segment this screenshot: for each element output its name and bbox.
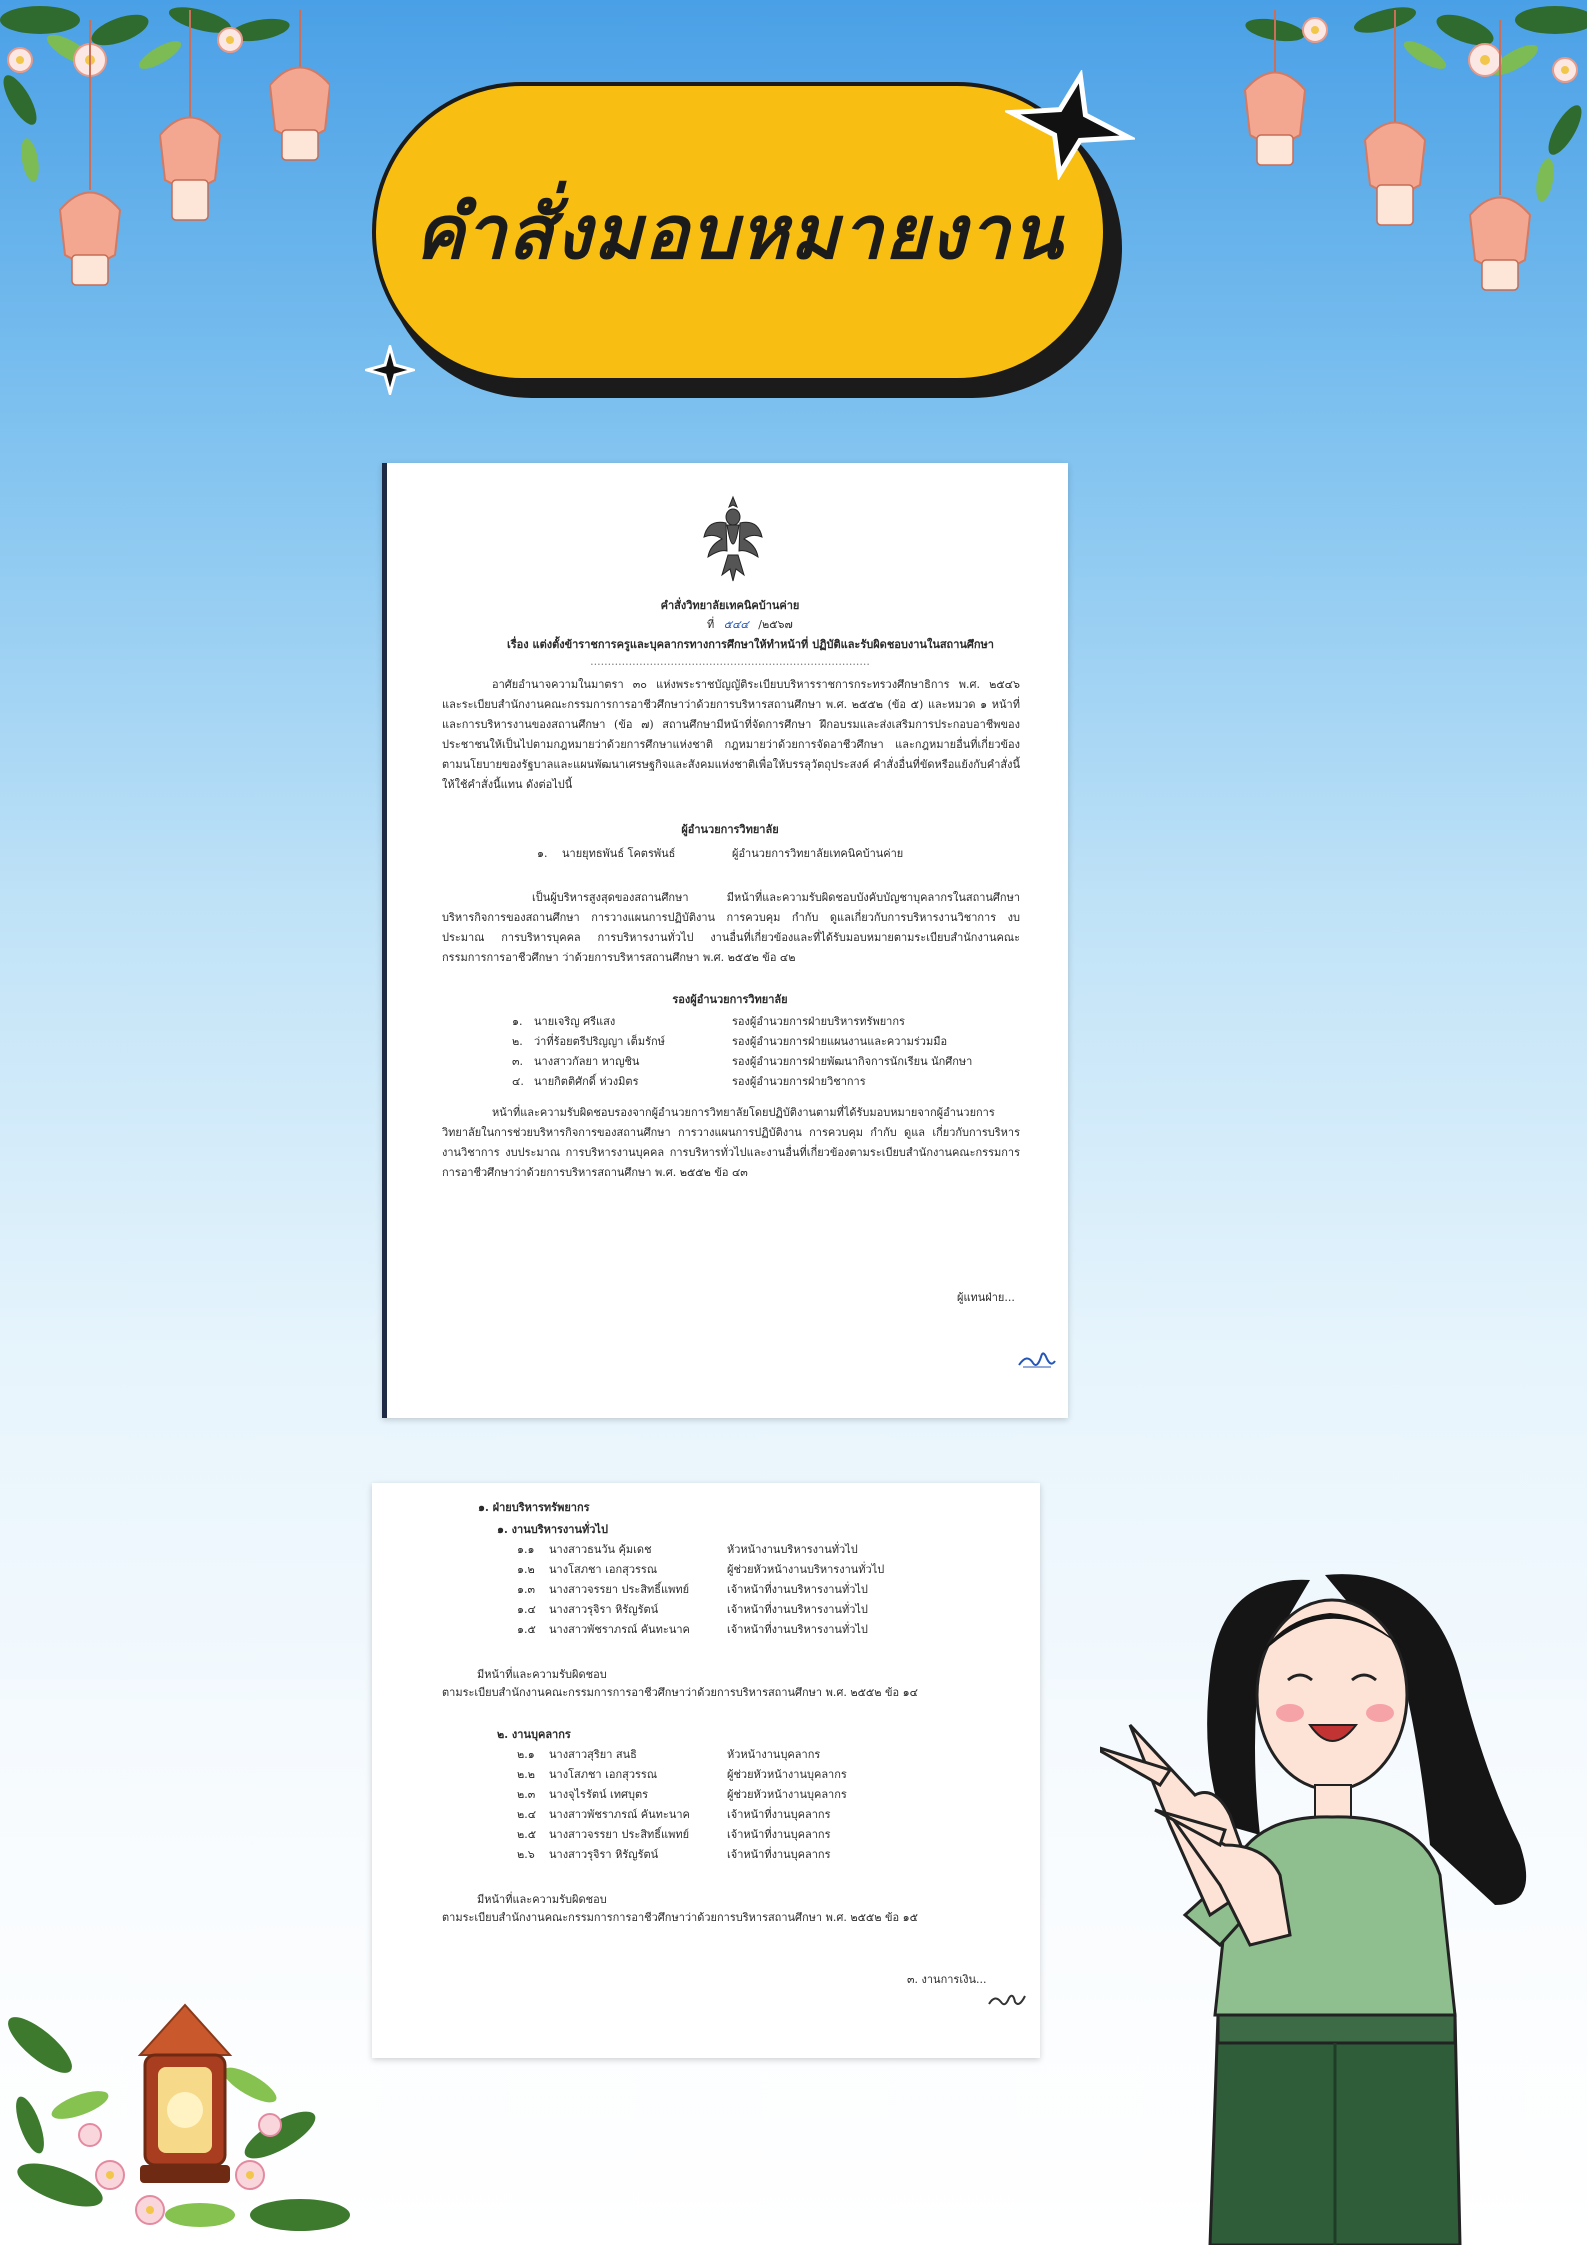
deputy-name: นายกิตติศักดิ์ ห่วงมิตร [534, 1075, 639, 1088]
deputy-name: นายเจริญ ศรีแสง [534, 1015, 616, 1028]
group-heading: ๒. งานบุคลากร [497, 1728, 571, 1741]
staff-row [517, 1808, 977, 1822]
deputy-row [512, 1055, 1032, 1069]
duty-label: มีหน้าที่และความรับผิดชอบ [477, 1893, 607, 1906]
staff-name: นางโสภชา เอกสุวรรณ [549, 1563, 658, 1576]
staff-num: ๑.๑ [517, 1543, 535, 1556]
staff-num: ๑.๓ [517, 1583, 535, 1596]
director-row: ๑. นายยุทธพันธ์ โคตรพันธ์ ผู้อำนวยการวิทยาลัยเทคนิคบ้านค่าย [537, 847, 904, 860]
doc-number: ที่ ๕๔๔ /๒๕๖๗ [707, 618, 793, 631]
deputy-duties-paragraph: หน้าที่และความรับผิดชอบรองจากผู้อำนวยการวิทยาลัยโดยปฏิบัติงานตามที่ได้รับมอบหมายจากผู้อำนวยการวิทยาลัยในการช่วยบริหารกิจการของสถานศึกษา การวางแผนการปฏิบัติงาน การควบคุม กำกับ ดูแล เกี่ยวกับการบริหารงานวิชาการ งบประมาณ การบริหารงานบุคคล การบริหารทั่วไปและงานอื่นที่เกี่ยวข้องตามระเบียบสำนักงานคณะกรรมการการอาชีวศึกษาว่าด้วยการบริหารสถานศึกษา พ.ศ. ๒๕๕๒ ข้อ ๔๓ [442, 1106, 1020, 1179]
deputy-num: ๒. [512, 1035, 523, 1048]
page-title: คำสั่งมอบหมายงาน [414, 190, 1065, 276]
staff-role: ผู้ช่วยหัวหน้างานบุคลากร [727, 1788, 847, 1801]
deputy-role: รองผู้อำนวยการฝ่ายบริหารทรัพยากร [732, 1015, 905, 1028]
staff-row [517, 1563, 977, 1577]
title-badge [372, 82, 1107, 382]
doc1-continuation: ผู้แทนฝ่าย... [957, 1291, 1015, 1304]
staff-name: นางสาวจรรยา ประสิทธิ์แพทย์ [549, 1828, 690, 1841]
director-heading: ผู้อำนวยการวิทยาลัย [681, 823, 779, 836]
staff-role: เจ้าหน้าที่งานบุคลากร [727, 1848, 831, 1861]
staff-num: ๒.๑ [517, 1748, 535, 1761]
staff-num: ๑.๒ [517, 1563, 535, 1576]
deputy-row [512, 1075, 1032, 1089]
staff-role: หัวหน้างานบริหารงานทั่วไป [727, 1543, 858, 1556]
staff-num: ๒.๖ [517, 1848, 535, 1861]
staff-role: เจ้าหน้าที่งานบุคลากร [727, 1828, 831, 1841]
staff-row [517, 1828, 977, 1842]
staff-name: นางสาวธนวัน คุ้มเดช [549, 1543, 652, 1556]
doc-intro-paragraph: อาศัยอำนาจความในมาตรา ๓๐ แห่งพระราชบัญญัติระเบียบบริหารราชการกระทรวงศึกษาธิการ พ.ศ. ๒๕๔๖ และระเบียบสำนักงานคณะกรรมการการอาชีวศึกษาว่าด้วยการบริหารสถานศึกษา พ.ศ. ๒๕๕๒ (ข้อ ๕) และหมวด ๑ หน้าที่และการบริหารงานของสถานศึกษา (ข้อ ๗) สถานศึกษามีหน้าที่จัดการศึกษา ฝึกอบรมและส่งเสริมการประกอบอาชีพของประชาชนให้เป็นไปตามกฎหมายว่าด้วยการศึกษาแห่งชาติ กฎหมายว่าด้วยการจัดอาชีวศึกษา และกฎหมายอื่นที่เกี่ยวข้อง ตามนโยบายของรัฐบาลและแผนพัฒนาเศรษฐกิจและสังคมแห่งชาติเพื่อให้บรรลุวัตถุประสงค์ คำสั่งอื่นที่ขัดหรือแย้งกับคำสั่งนี้ให้ใช้คำสั่งนี้แทน ดังต่อไปนี้ [442, 678, 1020, 791]
deputy-row [512, 1015, 1032, 1029]
staff-row [517, 1788, 977, 1802]
staff-name: นางสาวพัชราภรณ์ คันทะนาค [549, 1623, 690, 1636]
garuda-emblem-icon [700, 493, 766, 585]
staff-name: นางจุไรรัตน์ เทศบุตร [549, 1788, 649, 1801]
deputy-heading: รองผู้อำนวยการวิทยาลัย [672, 993, 788, 1006]
staff-name: นางสาวสุริยา สนธิ [549, 1748, 637, 1761]
section-heading: ๑. ฝ่ายบริหารทรัพยากร [478, 1501, 590, 1514]
staff-num: ๒.๔ [517, 1808, 537, 1821]
deputy-row [512, 1035, 1032, 1049]
deputy-name: ว่าที่ร้อยตรีปริญญา เต็มรักษ์ [534, 1035, 665, 1048]
staff-row [517, 1583, 977, 1597]
sparkle-star-large-icon [1005, 70, 1135, 180]
hanging-lanterns-right-decoration [1215, 0, 1587, 350]
staff-name: นางสาวพัชราภรณ์ คันทะนาค [549, 1808, 690, 1821]
deputy-num: ๓. [512, 1055, 524, 1068]
doc-subject: เรื่อง แต่งตั้งข้าราชการครูและบุคลากรทางการศึกษาให้ทำหน้าที่ ปฏิบัติและรับผิดชอบงานในสถานศึกษา [507, 638, 994, 651]
staff-row [517, 1543, 977, 1557]
doc-header: คำสั่งวิทยาลัยเทคนิคบ้านค่าย [660, 599, 800, 612]
staff-row [517, 1623, 977, 1637]
staff-num: ๑.๕ [517, 1623, 536, 1636]
staff-role: ผู้ช่วยหัวหน้างานบริหารงานทั่วไป [727, 1563, 885, 1576]
deputy-role: รองผู้อำนวยการฝ่ายพัฒนากิจการนักเรียน นักศึกษา [732, 1055, 973, 1068]
staff-num: ๒.๕ [517, 1828, 537, 1841]
staff-role: หัวหน้างานบุคลากร [727, 1748, 821, 1761]
deputy-role: รองผู้อำนวยการฝ่ายวิชาการ [732, 1075, 866, 1088]
deputy-num: ๔. [512, 1075, 524, 1088]
staff-role: ผู้ช่วยหัวหน้างานบุคลากร [727, 1768, 847, 1781]
staff-role: เจ้าหน้าที่งานบริหารงานทั่วไป [727, 1583, 868, 1596]
duty-reference: ตามระเบียบสำนักงานคณะกรรมการการอาชีวศึกษาว่าด้วยการบริหารสถานศึกษา พ.ศ. ๒๕๕๒ ข้อ ๑๔ [442, 1686, 918, 1699]
group-heading: ๑. งานบริหารงานทั่วไป [497, 1523, 608, 1536]
duty-label: มีหน้าที่และความรับผิดชอบ [477, 1668, 607, 1681]
staff-name: นางสาวจรรยา ประสิทธิ์แพทย์ [549, 1583, 690, 1596]
staff-name: นางสาวรุจิรา หิรัญรัตน์ [549, 1848, 659, 1861]
staff-role: เจ้าหน้าที่งานบริหารงานทั่วไป [727, 1603, 868, 1616]
deputy-role: รองผู้อำนวยการฝ่ายแผนงานและความร่วมมือ [732, 1035, 948, 1048]
staff-row [517, 1768, 977, 1782]
staff-name: นางสาวรุจิรา หิรัญรัตน์ [549, 1603, 659, 1616]
staff-num: ๑.๔ [517, 1603, 536, 1616]
doc-divider: ................................................................................ [590, 655, 870, 668]
staff-row [517, 1848, 977, 1862]
deputy-num: ๑. [512, 1015, 523, 1028]
director-duties-paragraph: เป็นผู้บริหารสูงสุดของสถานศึกษา มีหน้าที่และความรับผิดชอบบังคับบัญชาบุคลากรในสถานศึกษา บริหารกิจการของสถานศึกษา การวางแผนการปฏิบัติงาน การควบคุม กำกับ ดูแลเกี่ยวกับการบริหารงานวิชาการ งบประมาณ การบริหารบุคคล การบริหารงานทั่วไป งานอื่นที่เกี่ยวข้องและที่ได้รับมอบหมายตามระเบียบสำนักงานคณะกรรมการการอาชีวศึกษา ว่าด้วยการบริหารสถานศึกษา พ.ศ. ๒๕๕๒ ข้อ ๔๒ [442, 891, 1020, 964]
sparkle-star-small-icon [365, 345, 415, 395]
staff-role: เจ้าหน้าที่งานบุคลากร [727, 1808, 831, 1821]
pointing-woman-illustration [1100, 1545, 1587, 2245]
staff-role: เจ้าหน้าที่งานบริหารงานทั่วไป [727, 1623, 868, 1636]
lantern-flowers-decoration [0, 1985, 390, 2245]
order-document-page-2 [372, 1483, 1040, 2058]
staff-num: ๒.๓ [517, 1788, 536, 1801]
signature-icon [1017, 1343, 1057, 1373]
order-document-page-1 [382, 463, 1068, 1418]
staff-row [517, 1748, 977, 1762]
doc2-continuation: ๓. งานการเงิน... [907, 1973, 987, 1986]
duty-reference: ตามระเบียบสำนักงานคณะกรรมการการอาชีวศึกษาว่าด้วยการบริหารสถานศึกษา พ.ศ. ๒๕๕๒ ข้อ ๑๕ [442, 1911, 918, 1924]
doc-number-value: ๕๔๔ [723, 618, 749, 631]
signature-icon [987, 1988, 1027, 2014]
deputy-name: นางสาวกัลยา หาญชิน [534, 1055, 640, 1068]
staff-row [517, 1603, 977, 1617]
staff-name: นางโสภชา เอกสุวรรณ [549, 1768, 658, 1781]
staff-num: ๒.๒ [517, 1768, 535, 1781]
hanging-lanterns-left-decoration [0, 0, 330, 350]
